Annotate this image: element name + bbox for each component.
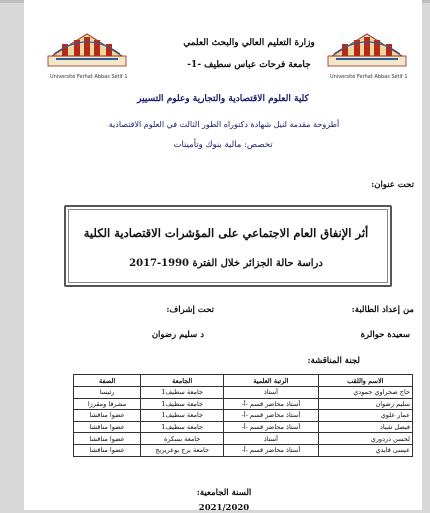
member-rank: أستاذ محاضر قسم -أ-: [224, 421, 318, 433]
member-rank: أستاذ: [224, 433, 318, 445]
member-rank: أستاذ محاضر قسم -أ-: [224, 410, 318, 422]
committee-row: [74, 421, 413, 433]
member-university: جامعة برج بوعريريج: [141, 444, 224, 456]
supervisor-label: تحت إشراف:: [166, 305, 214, 315]
member-rank: أستاذ: [224, 387, 318, 399]
thesis-subtitle: دراسة حالة الجزائر خلال الفترة 1990-2017: [129, 258, 323, 269]
committee-row: [74, 387, 413, 399]
university-line: جامعة فرحات عباس سطيف -1-: [187, 60, 311, 70]
member-name: سليم رضوان: [318, 398, 412, 410]
ministry-line: وزارة التعليم العالي والبحث العلمي: [183, 38, 315, 48]
member-university: جامعة سطيف1: [141, 410, 224, 422]
member-university: جامعة سطيف1: [141, 421, 224, 433]
logo-caption-right: Université Ferhat Abbas Sétif 1: [330, 74, 408, 80]
committee-row: [74, 433, 413, 445]
member-rank: أستاذ محاضر قسم -أ-: [224, 444, 318, 456]
university-logo-left: [44, 26, 130, 72]
header-role: الصفة: [74, 375, 141, 387]
committee-row: [74, 444, 413, 456]
member-name: عمار علوي: [318, 410, 412, 422]
title-label: تحت عنوان:: [371, 180, 414, 190]
member-university: جامعة سطيف1: [141, 387, 224, 399]
member-role: عضوا مناقشا: [74, 444, 141, 456]
specialty-line: تخصص: مالية بنوك وتأمينات: [173, 140, 273, 150]
thesis-title-box: [64, 205, 392, 287]
document-page: [24, 0, 422, 513]
faculty-line: كلية العلوم الاقتصادية والتجارية وعلوم التسيير: [137, 94, 309, 104]
committee-label: لجنة المناقشة:: [307, 356, 360, 366]
member-role: عضوا مناقشا: [74, 410, 141, 422]
header-rank: الرتبة العلمية: [224, 375, 318, 387]
committee-row: [74, 410, 413, 422]
academic-year-value: 2021/2020: [198, 503, 250, 513]
member-role: مشرفا ومقررا: [74, 398, 141, 410]
student-label: من إعداد الطالبة:: [351, 305, 414, 315]
member-university: جامعة بسكرة: [141, 433, 224, 445]
committee-table: [73, 374, 413, 457]
committee-row: [74, 398, 413, 410]
member-name: فيصل شياد: [318, 421, 412, 433]
header-name: الاسم واللقب: [318, 375, 412, 387]
member-name: لحسن دردوري: [318, 433, 412, 445]
academic-year-label: السنة الجامعية:: [196, 488, 252, 498]
thesis-type-line: أطروحة مقدمة لنيل شهادة دكتوراه الطور الثالث في العلوم الاقتصادية: [108, 120, 340, 129]
member-role: عضوا مناقشا: [74, 433, 141, 445]
member-role: رئيسا: [74, 387, 141, 399]
member-role: عضوا مناقشا: [74, 421, 141, 433]
member-university: جامعة سطيف1: [141, 398, 224, 410]
university-logo-right: [324, 26, 410, 72]
member-name: حاج صحراوي حمودي: [318, 387, 412, 399]
member-name: عيسى قايدي: [318, 444, 412, 456]
supervisor-name: د سليم رضوان: [151, 330, 204, 340]
student-name: سعيدة حوالرة: [360, 330, 410, 340]
header-university: الجامعة: [141, 375, 224, 387]
logo-caption-left: Université Ferhat Abbas Sétif 1: [50, 74, 128, 80]
thesis-title: أثر الإنفاق العام الاجتماعي على المؤشرات الاقتصادية الكلية: [83, 226, 369, 240]
committee-header-row: [74, 375, 413, 387]
member-rank: أستاذ محاضر قسم -أ-: [224, 398, 318, 410]
